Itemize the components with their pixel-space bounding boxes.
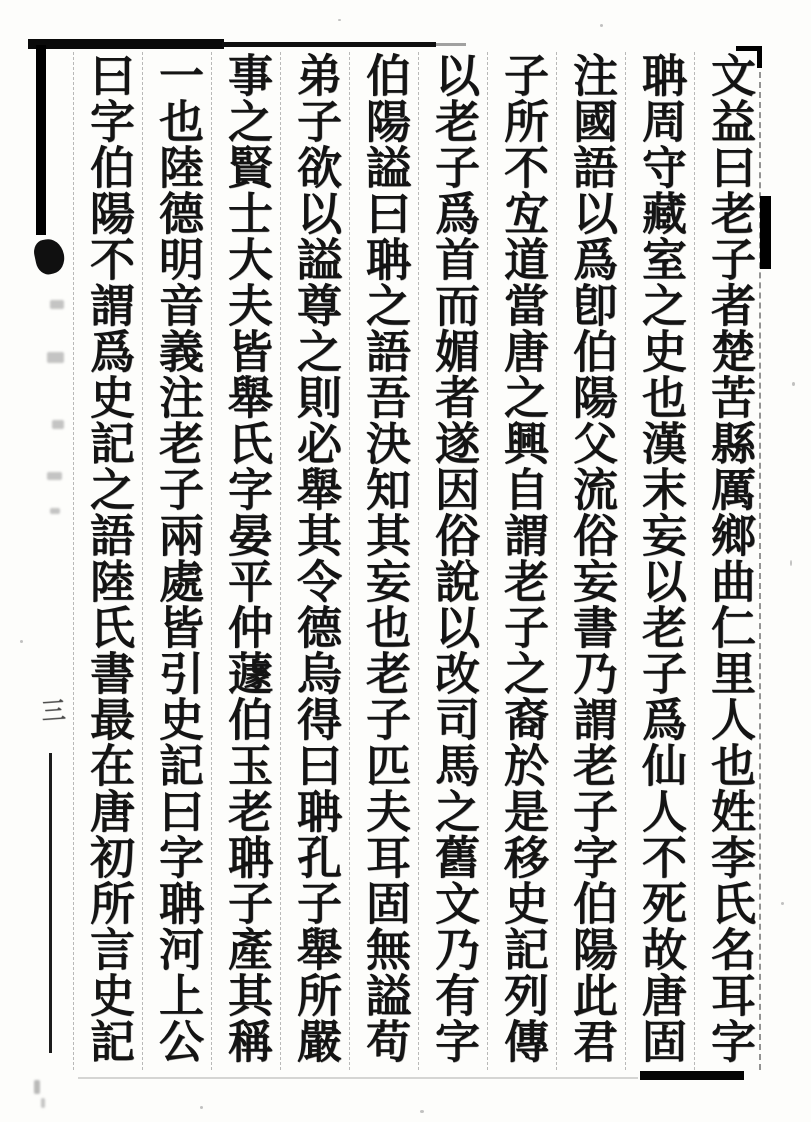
smudge <box>41 1098 45 1108</box>
ink-blot <box>32 236 68 276</box>
speck <box>790 560 792 566</box>
text-column-7: 弟子欲以謚尊之則必舉其令德烏得曰聃孔子舉所嚴 <box>280 52 349 1070</box>
gutter-fold-line <box>49 753 52 1053</box>
text-column-1: 文益曰老子者楚苦縣厲鄉曲仁里人也姓李氏名耳字 <box>694 52 763 1070</box>
speck <box>781 902 784 905</box>
text-column-3: 注國語以爲卽伯陽父流俗妄書乃謂老子字伯陽此君 <box>556 52 625 1070</box>
smudge <box>34 1080 40 1094</box>
speck <box>792 382 795 386</box>
border-left-heavy <box>36 45 46 235</box>
border-bottom-faded <box>78 1077 638 1079</box>
smudge <box>47 352 64 363</box>
border-bottom-ink-bar <box>640 1071 744 1080</box>
folio-number: 三 <box>36 697 64 724</box>
text-column-6: 伯陽謚曰聃之語吾決知其妄也老子匹夫耳固無謚苟 <box>349 52 418 1070</box>
speck <box>338 19 341 21</box>
smudge <box>47 472 62 480</box>
speck <box>20 640 23 643</box>
text-block <box>75 52 763 1070</box>
speck <box>420 1110 424 1113</box>
border-top-heavy <box>28 39 224 49</box>
border-top-faded <box>436 43 466 46</box>
smudge <box>52 420 64 429</box>
text-column-8: 事之賢士大夫皆舉氏字晏平仲蘧伯玉老聃子產其稱 <box>211 52 280 1070</box>
speck <box>200 1106 203 1109</box>
text-column-9: 一也陸德明音義注老子兩處皆引史記曰字聃河上公 <box>142 52 211 1070</box>
text-column-10: 曰字伯陽不謂爲史記之語陸氏書最在唐初所言史記 <box>73 52 142 1070</box>
smudge <box>50 508 60 514</box>
text-column-4: 子所不宐道當唐之興自謂老子之裔於是移史記列傳 <box>487 52 556 1070</box>
smudge <box>50 300 64 309</box>
text-column-2: 聃周守藏室之史也漢末妄以老子爲仙人不死故唐固 <box>625 52 694 1070</box>
speck <box>600 24 603 27</box>
border-top-thin <box>222 42 436 47</box>
text-column-5: 以老子爲首而媚者遂因俗說以改司馬之舊文乃有字 <box>418 52 487 1070</box>
